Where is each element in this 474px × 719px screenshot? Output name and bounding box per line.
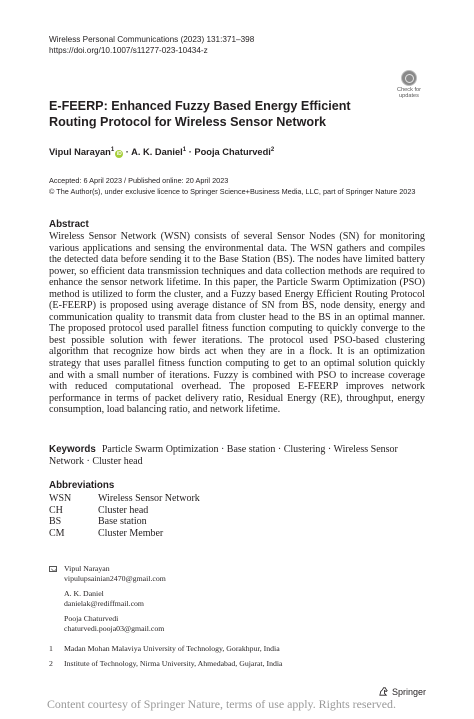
abbreviations-table xyxy=(49,493,200,539)
contact-block xyxy=(64,614,164,635)
paper-title: E-FEERP: Enhanced Fuzzy Based Energy Efficient Routing Protocol for Wireless Sensor Network xyxy=(49,99,351,129)
author-2-affil: 1 xyxy=(182,147,187,153)
abbreviation-definition: Cluster Member xyxy=(98,527,164,539)
copyright-line: © The Author(s), under exclusive licence to Springer Science+Business Media, LLC, part of Springer Nature 2023 xyxy=(49,186,416,196)
affiliation-number: 2 xyxy=(49,659,53,668)
abbreviation-term: WSN xyxy=(49,493,72,504)
mail-icon xyxy=(49,566,57,572)
affiliation-text: Institute of Technology, Nirma University, Ahmedabad, Gujarat, India xyxy=(64,659,283,668)
contact-block xyxy=(64,564,166,585)
abbreviation-row xyxy=(49,528,200,540)
author-3-affil: 2 xyxy=(270,147,275,153)
abbreviations-heading: Abbreviations xyxy=(49,480,115,491)
abbreviation-term: BS xyxy=(49,516,62,527)
contact-name: A. K. Daniel xyxy=(64,589,104,598)
abbreviation-definition: Cluster head xyxy=(98,504,149,516)
author-2[interactable]: A. K. Daniel xyxy=(131,147,183,158)
contact-email[interactable]: vipulupsainian2470@gmail.com xyxy=(64,574,166,584)
contact-block xyxy=(64,589,144,610)
abbreviation-term: CH xyxy=(49,504,63,516)
author-1[interactable]: Vipul Narayan xyxy=(49,147,111,158)
author-separator: · xyxy=(186,147,195,158)
publication-dates xyxy=(49,176,415,197)
author-separator: · xyxy=(123,147,132,158)
crossmark-icon xyxy=(401,70,417,86)
springer-logo xyxy=(378,686,426,697)
abstract-heading: Abstract xyxy=(49,219,89,230)
springer-horse-icon xyxy=(378,686,389,697)
abbreviation-row xyxy=(49,516,200,528)
abbreviation-row xyxy=(49,505,200,517)
courtesy-watermark: Content courtesy of Springer Nature, terms of use apply. Rights reserved. xyxy=(47,697,396,711)
abbreviation-definition: Base station xyxy=(98,516,147,527)
author-3[interactable]: Pooja Chaturvedi xyxy=(194,147,271,158)
orcid-icon[interactable]: iD xyxy=(116,151,122,158)
keywords xyxy=(49,444,425,468)
check-for-updates-badge[interactable] xyxy=(392,70,426,102)
contact-name: Pooja Chaturvedi xyxy=(64,614,119,623)
abstract-text: Wireless Sensor Network (WSN) consists of several Sensor Nodes (SN) for monitoring various applications and sensing the environmental data. The WSN gathers and compiles the detected data before sending it to the Base Station (BS). The nodes have limited battery power, so efficient data transmission techniques and data collection methods are required to enhance the sensor network lifetime. In this paper, the Particle Swarm Optimization (PSO) method is utilized to form the cluster, and a Fuzzy based Energy Efficient Routing Protocol (E-FEERP) is proposed using average distance of SN from BS, node density, energy and communication quality to transmit data from cluster head to the BS in an optimal manner. The proposed protocol used parallel fitness function computing to quickly converge to the best possible solution with fewer iterations. The protocol used PSO-based clustering algorithm that recognize how birds act when they are in a flock. It is an optimization strategy that uses parallel fitness function computing to get to an optimal solution quickly and with a small number of iterations. Fuzzy is combined with PSO to increase coverage with reduced computational overhead. The proposed E-FEERP improves network performance in terms of packet delivery ratio, Residual Energy (RE), throughput, energy consumption, load balancing ratio, and network lifetime. xyxy=(49,231,425,416)
author-list xyxy=(49,147,274,158)
contact-email[interactable]: danielak@rediffmail.com xyxy=(64,599,144,609)
keywords-text: Particle Swarm Optimization · Base station · Clustering · Wireless Sensor Network · Cluster head xyxy=(49,444,398,467)
publisher-name: Springer xyxy=(392,686,427,697)
abbreviation-term: CM xyxy=(49,527,65,539)
abbreviation-row xyxy=(49,493,200,505)
dates-line: Accepted: 6 April 2023 / Published online: 20 April 2023 xyxy=(49,176,229,185)
affiliation-number: 1 xyxy=(49,644,53,653)
doi-link[interactable]: https://doi.org/10.1007/s11277-023-10434-z xyxy=(49,46,208,55)
journal-citation: Wireless Personal Communications (2023) 131:371–398 xyxy=(49,35,255,44)
contact-email[interactable]: chaturvedi.pooja03@gmail.com xyxy=(64,624,165,634)
contact-name: Vipul Narayan xyxy=(64,564,110,573)
author-1-affil: 1 xyxy=(110,147,115,153)
keywords-label: Keywords xyxy=(49,444,96,455)
abbreviation-definition: Wireless Sensor Network xyxy=(98,493,200,504)
badge-line-1: Check for xyxy=(397,87,421,93)
affiliation-text: Madan Mohan Malaviya University of Technology, Gorakhpur, India xyxy=(64,644,280,653)
badge-line-2: updates xyxy=(399,93,419,99)
journal-header xyxy=(49,34,254,56)
